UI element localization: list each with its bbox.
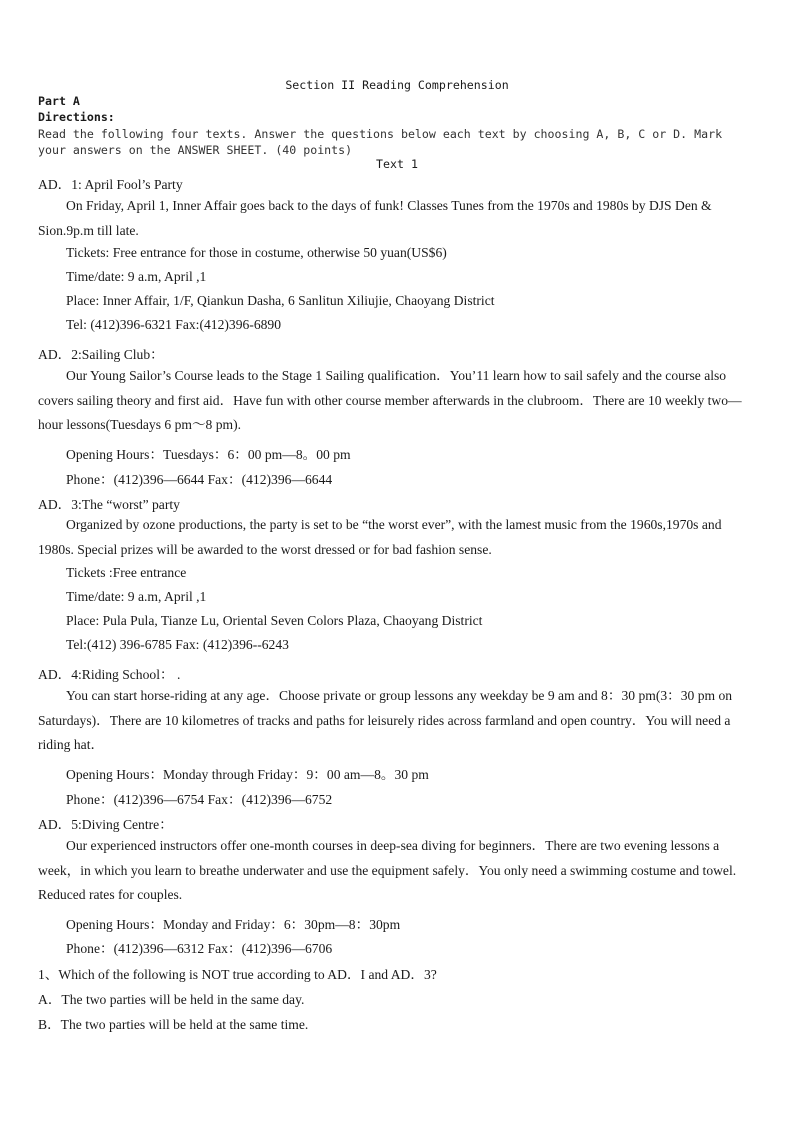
question-stem: 1、Which of the following is NOT true according to AD．I and AD．3? — [38, 967, 437, 982]
part-label: Part A — [38, 94, 80, 108]
ad-heading: AD．1: April Fool’s Party — [38, 177, 183, 192]
ad-detail-line: Phone：(412)396—6312 Fax：(412)396—6706 — [66, 941, 333, 956]
answer-option: A．The two parties will be held in the same day. — [38, 992, 305, 1007]
ad-detail-line: Phone：(412)396—6754 Fax：(412)396—6752 — [66, 792, 333, 807]
ad-detail-line: Opening Hours：Monday and Friday：6：30pm—8：30pm — [66, 917, 401, 932]
ad-detail-line: Tel: (412)396-6321 Fax:(412)396-6890 — [66, 317, 282, 332]
ad-heading: AD．2:Sailing Club： — [38, 347, 164, 362]
ad-body: Organized by ozone productions, the party is set to be “the worst ever”, with the lamest music from the 1960s,1970s and 1980s. Special prizes will be awarded to the worst dressed or for bad fashion sense. — [38, 517, 722, 557]
ad-detail-line: Time/date: 9 a.m, April ,1 — [66, 269, 207, 284]
ad-heading: AD．4:Riding School： . — [38, 667, 181, 682]
ad-detail-line: Time/date: 9 a.m, April ,1 — [66, 589, 207, 604]
ad-body: Our Young Sailor’s Course leads to the Stage 1 Sailing qualification．You’11 learn how to sail safely and the course also covers sailing theory and first aid．Have fun with other course member afterwards in the clubroom．There are 10 weekly two—hour lessons(Tuesdays 6 pm～8 pm). — [38, 368, 742, 432]
ad-body: You can start horse-riding at any age．Choose private or group lessons any weekday be 9 am and 8：30 pm(3：30 pm on Saturdays)．There are 10 kilometres of tracks and paths for leisurely rides across farmland and open country．You will need a riding hat． — [38, 688, 733, 752]
ad-body: On Friday, April 1, Inner Affair goes back to the days of funk! Classes Tunes from the 1970s and 1980s by DJS Den & Sion.9p.m till late. — [38, 198, 712, 238]
ad-detail-line: Opening Hours：Monday through Friday：9：00 am—8。30 pm — [66, 767, 429, 782]
ad-heading: AD．3:The “worst” party — [38, 497, 180, 512]
section-title: Section II Reading Comprehension — [285, 78, 509, 92]
ad-detail-line: Tickets: Free entrance for those in costume, otherwise 50 yuan(US$6) — [66, 245, 447, 260]
ad-detail-line: Place: Pula Pula, Tianze Lu, Oriental Seven Colors Plaza, Chaoyang District — [66, 613, 483, 628]
ad-detail-line: Opening Hours：Tuesdays：6：00 pm—8。00 pm — [66, 447, 351, 462]
directions-text: Read the following four texts. Answer the questions below each text by choosing A, B, C or D. Mark your answers on the ANSWER SHEET. (40 points) — [38, 127, 723, 157]
ad-detail-line: Place: Inner Affair, 1/F, Qiankun Dasha, 6 Sanlitun Xiliujie, Chaoyang District — [66, 293, 495, 308]
ad-body: Our experienced instructors offer one-month courses in deep-sea diving for beginners．There are two evening lessons a week，in which you learn to breathe underwater and use the equipment safely．You only need a swimming costume and towel. Reduced rates for couples. — [38, 838, 737, 902]
ad-detail-line: Tel:(412) 396-6785 Fax: (412)396--6243 — [66, 637, 289, 652]
directions-label: Directions: — [38, 110, 115, 124]
ad-detail-line: Phone：(412)396—6644 Fax：(412)396—6644 — [66, 472, 333, 487]
ad-detail-line: Tickets :Free entrance — [66, 565, 187, 580]
answer-option: B．The two parties will be held at the same time. — [38, 1017, 309, 1032]
ad-heading: AD．5:Diving Centre： — [38, 817, 173, 832]
text-label: Text 1 — [376, 157, 418, 171]
